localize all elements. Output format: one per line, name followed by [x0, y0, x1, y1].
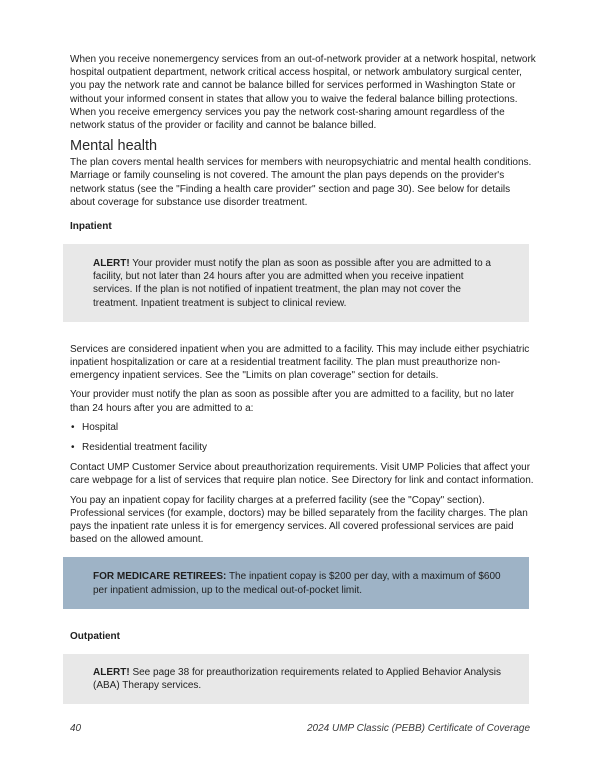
medicare-retirees-box [63, 557, 529, 608]
list-item [70, 441, 536, 454]
inpatient-copay-paragraph: You pay an inpatient copay for facility charges at a preferred facility (see the "Copay" section). Professional services (for example, doctors) may be billed separately from the facility charges. The plan pays the inpatient rate unless it is for emergency services. All covered professional services are paid based on the allowed amount. [70, 494, 528, 546]
outpatient-alert-box [63, 654, 529, 704]
facility-list [70, 421, 536, 454]
outpatient-alert-text: See page 38 for preauthorization requirements related to Applied Behavior Analysis (ABA) Therapy services. [93, 666, 502, 692]
bullet-icon: • [71, 442, 75, 454]
outpatient-heading: Outpatient [70, 630, 120, 642]
page-content [70, 53, 536, 704]
inpatient-alert-text: Your provider must notify the plan as soon as possible after you are admitted to a facility, but not later than 24 hours after you are admitted when you receive inpatient services. If the plan is not notified of inpatient treatment, the plan may not cover the treatment. Inpatient treatment is subject to clinical review. [93, 258, 491, 309]
page-number: 40 [70, 723, 82, 734]
balance-billing-paragraph: When you receive nonemergency services from an out-of-network provider at a network hospital, network hospital outpatient department, network critical access hospital, or network ambulatory surgical center, you pay the network rate and cannot be balance billed for services performed in Washington State or without your informed consent in states that allow you to waive the federal balance billing protections. When you receive emergency services you pay the network cost-sharing amount regardless of the network status of the provider or facility and cannot be balance billed. [70, 54, 536, 132]
customer-service-paragraph: Contact UMP Customer Service about preauthorization requirements. Visit UMP Policies that affect your care webpage for a list of services that require plan notice. See Directory for link and contact information. [70, 462, 534, 487]
list-item [70, 421, 536, 434]
document-title: 2024 UMP Classic (PEBB) Certificate of Coverage [306, 723, 530, 734]
provider-notify-paragraph: Your provider must notify the plan as soon as possible after you are admitted to a facility, but no later than 24 hours after you are admitted to a: [70, 389, 515, 414]
mental-health-heading: Mental health [70, 138, 158, 155]
inpatient-alert-box [63, 244, 529, 322]
inpatient-definition-paragraph: Services are considered inpatient when you are admitted to a facility. This may include either psychiatric inpatient hospitalization or care at a residential treatment facility. The plan must preauthorize non-emergency inpatient services. See the "Limits on plan coverage" section for details. [70, 343, 530, 382]
bullet-icon: • [71, 421, 75, 433]
mental-health-paragraph: The plan covers mental health services for members with neuropsychiatric and mental health conditions. Marriage or family counseling is not covered. The amount the plan pays depends on the provider's network status (see the "Finding a health care provider" section and page 30). See below for details about coverage for substance use disorder treatment. [70, 157, 532, 208]
list-item-label: Residential treatment facility [82, 442, 208, 454]
medicare-text: The inpatient copay is $200 per day, with a maximum of $600 per inpatient admission, up to the medical out-of-pocket limit. [93, 571, 501, 596]
list-item-label: Hospital [82, 421, 119, 433]
medicare-label: FOR MEDICARE RETIREES: [93, 571, 227, 583]
alert-label: ALERT! [93, 258, 130, 270]
alert-label: ALERT! [93, 666, 130, 678]
inpatient-heading: Inpatient [70, 221, 112, 233]
